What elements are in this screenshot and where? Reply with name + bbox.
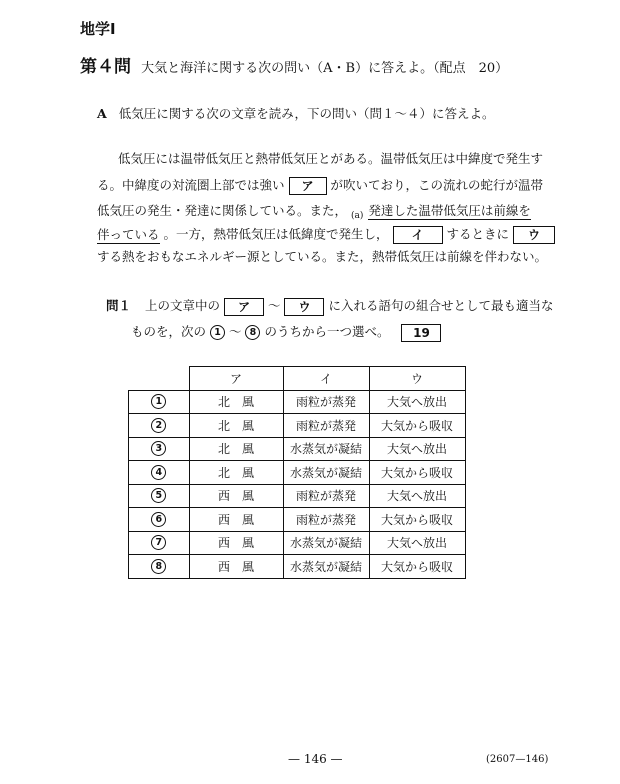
blank-u-box: ウ bbox=[513, 226, 555, 244]
table-row[interactable] bbox=[129, 555, 466, 579]
question-1-line-2 bbox=[131, 322, 441, 342]
section-a-header bbox=[97, 104, 494, 122]
table-row[interactable] bbox=[129, 414, 466, 438]
passage-line-3 bbox=[97, 203, 531, 224]
section-a-label: A bbox=[97, 106, 107, 121]
table-row[interactable] bbox=[129, 484, 466, 508]
cell-a: 北 風 bbox=[189, 414, 283, 438]
cell-a: 北 風 bbox=[189, 437, 283, 461]
q1-text: 上の文章中の bbox=[145, 298, 221, 313]
cell-u: 大気から吸収 bbox=[369, 414, 465, 438]
cell-i: 水蒸気が凝結 bbox=[283, 531, 369, 555]
exam-code: (2607—146) bbox=[486, 754, 549, 765]
table-row[interactable] bbox=[129, 508, 466, 532]
cell-i: 水蒸気が凝結 bbox=[283, 437, 369, 461]
passage-line-2 bbox=[97, 177, 543, 195]
page-number: — 146 — bbox=[288, 752, 343, 766]
circled-number: 4 bbox=[151, 465, 166, 480]
cell-i: 水蒸気が凝結 bbox=[283, 555, 369, 579]
circled-number: 1 bbox=[151, 394, 166, 409]
cell-i: 水蒸気が凝結 bbox=[283, 461, 369, 485]
passage-text: するときに bbox=[446, 226, 509, 242]
table-row[interactable] bbox=[129, 531, 466, 555]
cell-u: 大気へ放出 bbox=[369, 390, 465, 414]
cell-a: 西 風 bbox=[189, 531, 283, 555]
underlined-text: 発達した温帯低気圧は前線を bbox=[368, 203, 531, 218]
section-a-intro: 低気圧に関する次の文章を読み，下の問い（問１～４）に答えよ。 bbox=[118, 106, 495, 121]
option-number bbox=[129, 508, 190, 532]
option-number bbox=[129, 437, 190, 461]
circled-number: 3 bbox=[151, 441, 166, 456]
passage-text: が吹いており，この流れの蛇行が温帯 bbox=[330, 177, 543, 193]
passage-line-1: 低気圧には温帯低気圧と熱帯低気圧とがある。温帯低気圧は中緯度で発生す bbox=[118, 151, 544, 166]
q1-text: に入れる語句の組合せとして最も適当な bbox=[328, 298, 554, 313]
blank-a-box: ア bbox=[224, 298, 264, 316]
table-row[interactable] bbox=[129, 461, 466, 485]
passage-line-4 bbox=[97, 226, 555, 244]
question-1-line-1 bbox=[106, 296, 553, 316]
circled-number-8: 8 bbox=[245, 325, 260, 340]
tilde: ～ bbox=[228, 324, 242, 339]
answer-options-table bbox=[128, 366, 466, 579]
cell-u: 大気へ放出 bbox=[369, 437, 465, 461]
header-i: イ bbox=[283, 367, 369, 391]
cell-i: 雨粒が蒸発 bbox=[283, 484, 369, 508]
question-intro: 大気と海洋に関する次の問い（A・B）に答えよ。（配点 20） bbox=[141, 61, 509, 76]
header-a: ア bbox=[189, 367, 283, 391]
underline-marker: (a) bbox=[351, 211, 364, 221]
question-number: 第４問 bbox=[80, 57, 131, 77]
option-number bbox=[129, 461, 190, 485]
table-row[interactable] bbox=[129, 390, 466, 414]
circled-number: 8 bbox=[151, 559, 166, 574]
cell-i: 雨粒が蒸発 bbox=[283, 414, 369, 438]
underlined-text: 伴っている bbox=[97, 226, 160, 242]
passage-text: 。一方，熱帯低気圧は低緯度で発生し， bbox=[163, 226, 389, 242]
circled-number: 5 bbox=[151, 488, 166, 503]
cell-a: 西 風 bbox=[189, 555, 283, 579]
cell-a: 北 風 bbox=[189, 461, 283, 485]
blank-i-box: イ bbox=[393, 226, 443, 244]
cell-u: 大気から吸収 bbox=[369, 461, 465, 485]
answer-number-box: 19 bbox=[401, 324, 441, 342]
blank-a-box: ア bbox=[289, 177, 327, 195]
cell-a: 西 風 bbox=[189, 484, 283, 508]
header-u: ウ bbox=[369, 367, 465, 391]
passage-line-5: する熱をおもなエネルギー源としている。また，熱帯低気圧は前線を伴わない。 bbox=[97, 249, 548, 264]
subject-title: 地学Ⅰ bbox=[80, 20, 116, 38]
q1-text: のうちから一つ選べ。 bbox=[264, 324, 390, 339]
cell-i: 雨粒が蒸発 bbox=[283, 508, 369, 532]
option-number bbox=[129, 484, 190, 508]
option-number bbox=[129, 531, 190, 555]
circled-number: 6 bbox=[151, 512, 166, 527]
circled-number-1: 1 bbox=[210, 325, 225, 340]
cell-u: 大気へ放出 bbox=[369, 531, 465, 555]
cell-u: 大気から吸収 bbox=[369, 508, 465, 532]
passage-text: 低気圧の発生・発達に関係している。また， bbox=[97, 203, 348, 218]
question-1-label: 問１ bbox=[106, 298, 132, 313]
table-row[interactable] bbox=[129, 437, 466, 461]
q1-text: ものを，次の bbox=[131, 324, 207, 339]
option-number bbox=[129, 414, 190, 438]
table-header-row bbox=[129, 367, 466, 391]
blank-u-box: ウ bbox=[284, 298, 324, 316]
cell-i: 雨粒が蒸発 bbox=[283, 390, 369, 414]
question-header bbox=[80, 52, 508, 77]
cell-a: 西 風 bbox=[189, 508, 283, 532]
circled-number: 7 bbox=[151, 535, 166, 550]
cell-u: 大気へ放出 bbox=[369, 484, 465, 508]
cell-a: 北 風 bbox=[189, 390, 283, 414]
tilde: ～ bbox=[267, 298, 281, 313]
circled-number: 2 bbox=[151, 418, 166, 433]
option-number bbox=[129, 555, 190, 579]
option-number bbox=[129, 390, 190, 414]
passage-text: る。中緯度の対流圏上部では強い bbox=[97, 177, 285, 193]
table-corner bbox=[129, 367, 190, 391]
cell-u: 大気から吸収 bbox=[369, 555, 465, 579]
